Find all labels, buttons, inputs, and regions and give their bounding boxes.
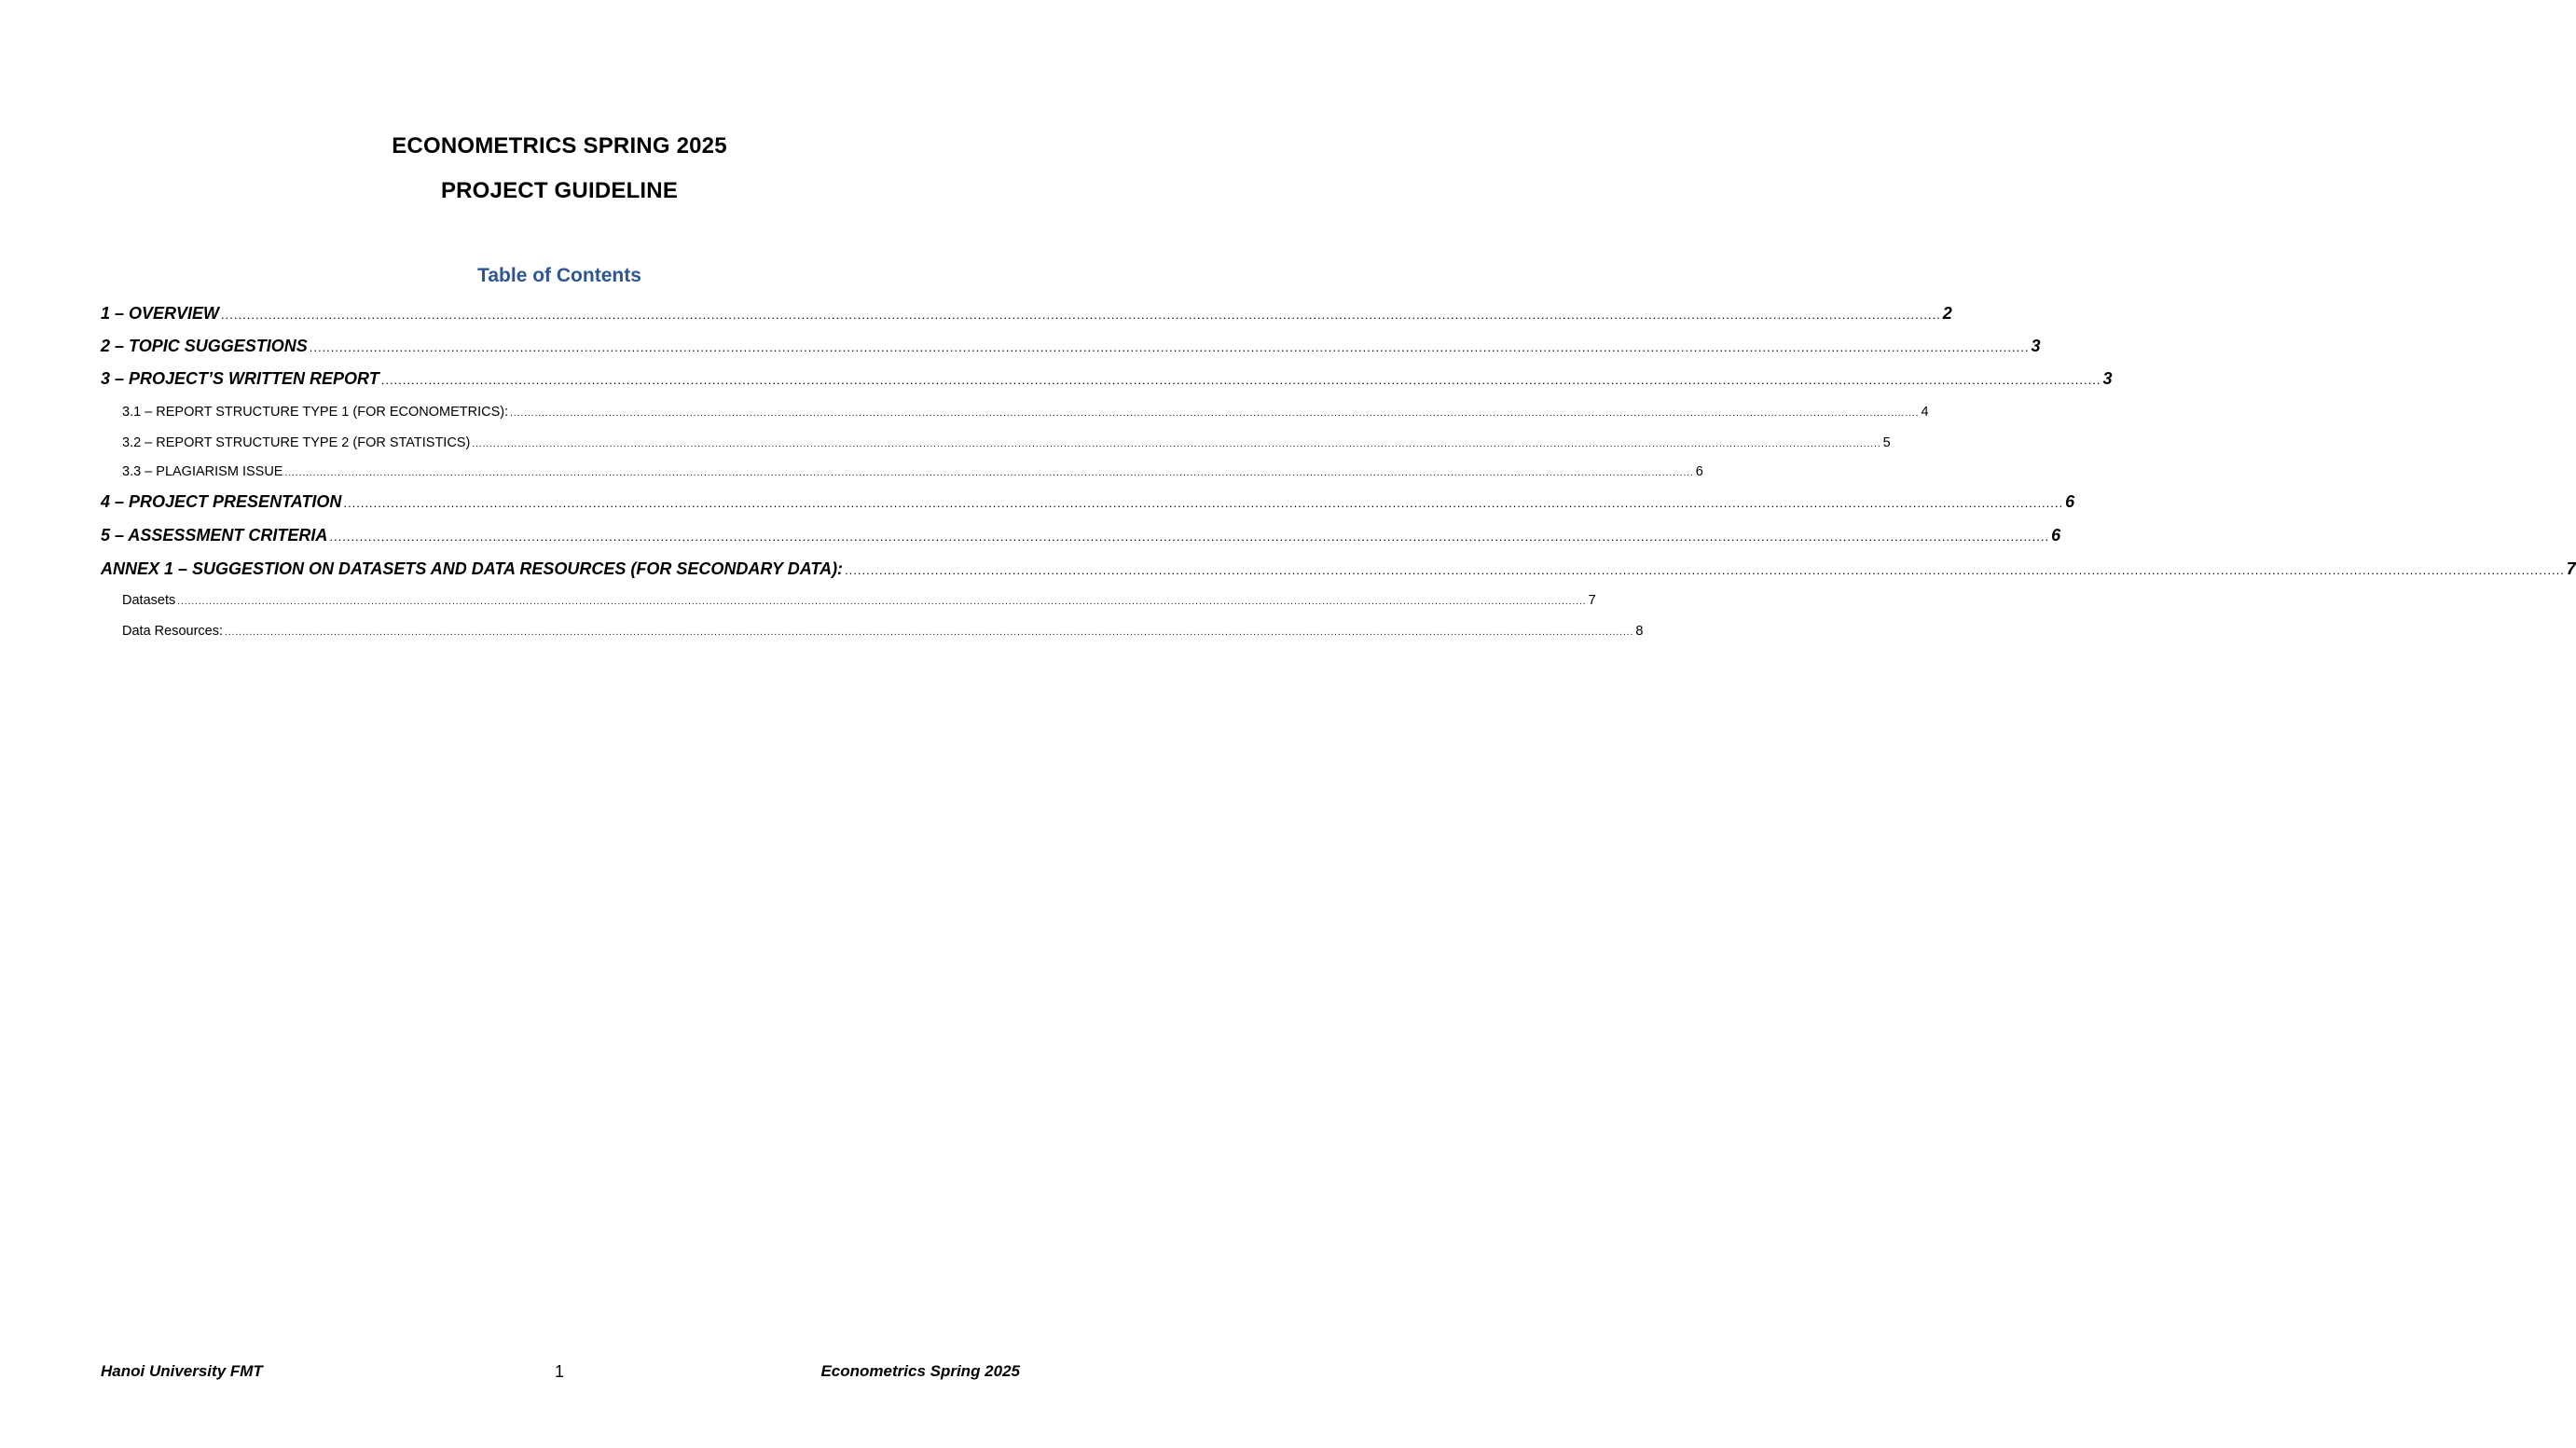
toc-entry-overview[interactable] [101, 304, 1952, 324]
toc-dot-leader: ................................................................................................................................................................................................................................................................................................................................................................................................................ [510, 408, 1920, 419]
toc-entry-label: Data Resources: [122, 624, 223, 639]
toc-entry-page: 7 [1588, 593, 1596, 608]
footer-course: Econometrics Spring 2025 [820, 1362, 1020, 1380]
toc-entry-page: 6 [2065, 492, 2075, 511]
toc-dot-leader: ................................................................................................................................................................................................................................................................................................................................................................................................................ [845, 563, 2565, 577]
toc-dot-leader: ................................................................................................................................................................................................................................................................................................................................................................................................................ [472, 439, 1881, 449]
toc-entry-topic-suggestions[interactable] [101, 337, 2041, 356]
toc-entry-assessment-criteria[interactable] [101, 526, 2061, 545]
toc-entry-report-structure-type1[interactable] [122, 405, 1929, 420]
toc-entry-page: 3 [2031, 337, 2041, 355]
toc-entry-label: 4 – PROJECT PRESENTATION [101, 492, 342, 511]
toc-entry-label: 3.1 – REPORT STRUCTURE TYPE 1 (FOR ECONOMETRICS): [122, 405, 509, 420]
toc-entry-written-report[interactable] [101, 369, 2113, 389]
toc-entry-page: 7 [2566, 559, 2576, 578]
toc-dot-leader: ................................................................................................................................................................................................................................................................................................................................................................................................................ [177, 597, 1587, 607]
toc-dot-leader: ................................................................................................................................................................................................................................................................................................................................................................................................................ [343, 496, 2064, 510]
toc-entry-label: 1 – OVERVIEW [101, 304, 220, 323]
toc-entry-page: 6 [1695, 464, 1703, 479]
toc-entry-label: 5 – ASSESSMENT CRITERIA [101, 526, 328, 545]
toc-dot-leader: ................................................................................................................................................................................................................................................................................................................................................................................................................ [284, 468, 1694, 478]
toc-entry-page: 6 [2051, 526, 2061, 545]
toc-dot-leader: ................................................................................................................................................................................................................................................................................................................................................................................................................ [221, 308, 1941, 322]
toc-entry-page: 5 [1882, 435, 1891, 450]
toc-entry-report-structure-type2[interactable] [122, 435, 1891, 450]
footer-institution: Hanoi University FMT [101, 1362, 263, 1380]
toc-entry-page: 4 [1921, 405, 1929, 420]
document-title: ECONOMETRICS SPRING 2025 [392, 133, 727, 159]
toc-entry-annex-1[interactable] [101, 559, 2576, 579]
toc-heading: Table of Contents [477, 265, 641, 286]
toc-entry-label: 2 – TOPIC SUGGESTIONS [101, 337, 308, 355]
toc-entry-label: 3 – PROJECT’S WRITTEN REPORT [101, 369, 379, 388]
toc-dot-leader: ................................................................................................................................................................................................................................................................................................................................................................................................................ [225, 627, 1634, 638]
toc-entry-datasets[interactable] [122, 593, 1596, 608]
toc-entry-page: 2 [1942, 304, 1952, 323]
toc-entry-label: 3.3 – PLAGIARISM ISSUE [122, 464, 283, 479]
toc-entry-label: ANNEX 1 – SUGGESTION ON DATASETS AND DATA RESOURCES (FOR SECONDARY DATA): [101, 559, 844, 578]
toc-dot-leader: ................................................................................................................................................................................................................................................................................................................................................................................................................ [309, 340, 2030, 354]
document-subtitle: PROJECT GUIDELINE [440, 178, 679, 203]
toc-entry-page: 8 [1635, 624, 1644, 639]
toc-dot-leader: ................................................................................................................................................................................................................................................................................................................................................................................................................ [329, 530, 2050, 544]
toc-entry-label: Datasets [122, 593, 176, 608]
toc-entry-project-presentation[interactable] [101, 492, 2075, 512]
toc-dot-leader: ................................................................................................................................................................................................................................................................................................................................................................................................................ [380, 373, 2101, 387]
toc-entry-page: 3 [2102, 369, 2113, 388]
footer-page-number: 1 [554, 1362, 564, 1381]
toc-entry-label: 3.2 – REPORT STRUCTURE TYPE 2 (FOR STATISTICS) [122, 435, 471, 450]
toc-entry-data-resources[interactable] [122, 624, 1644, 639]
toc-entry-plagiarism-issue[interactable] [122, 464, 1703, 479]
